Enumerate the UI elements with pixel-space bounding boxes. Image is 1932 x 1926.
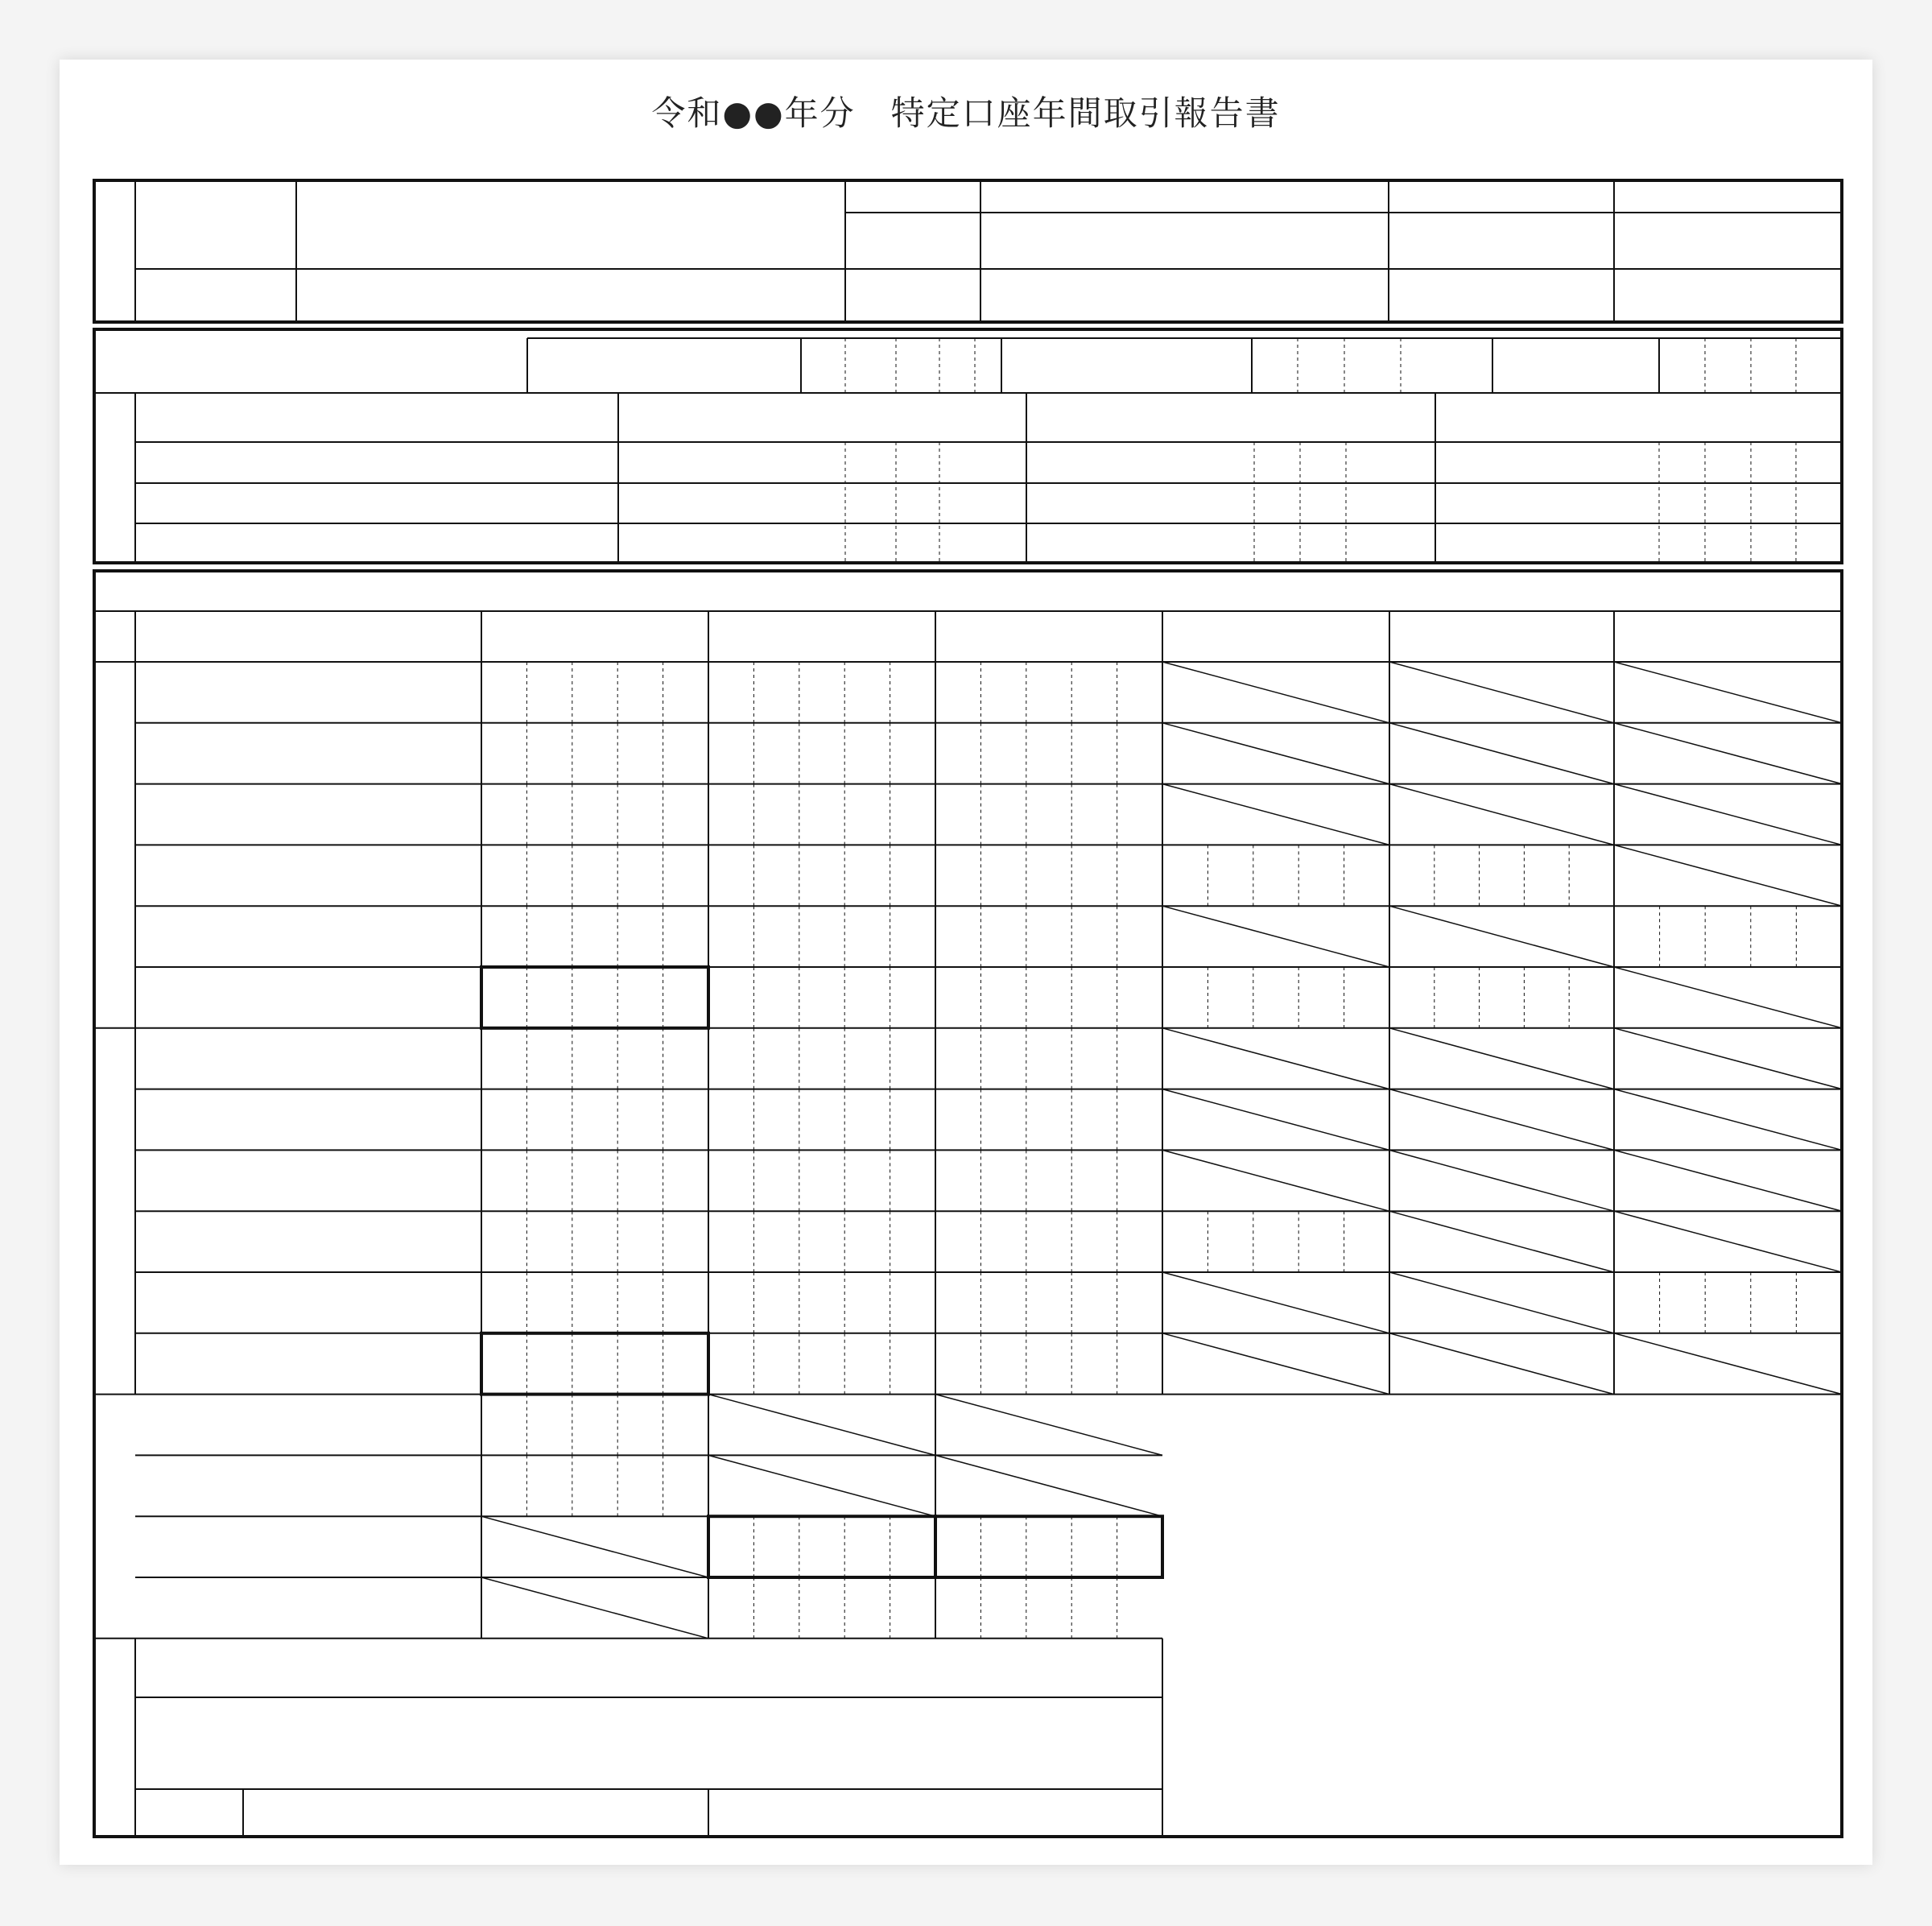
not-applicable-slash — [935, 1395, 1162, 1456]
not-applicable-slash — [1614, 1333, 1842, 1395]
not-applicable-slash — [1614, 662, 1842, 723]
not-applicable-slash — [1389, 1211, 1614, 1272]
not-applicable-slash — [1614, 967, 1842, 1028]
payment-highlight-box — [708, 1516, 935, 1577]
not-applicable-slash — [1162, 1089, 1389, 1151]
not-applicable-slash — [1614, 723, 1842, 784]
not-applicable-slash — [1162, 1028, 1389, 1089]
not-applicable-slash — [1614, 845, 1842, 906]
account-block-frame — [94, 180, 1842, 322]
not-applicable-slash — [1389, 1089, 1614, 1151]
dividend-block-frame — [94, 571, 1842, 1837]
not-applicable-slash — [481, 1516, 708, 1577]
not-applicable-slash — [1162, 1272, 1389, 1333]
not-applicable-slash — [935, 1455, 1162, 1516]
not-applicable-slash — [1162, 1333, 1389, 1395]
payment-highlight-box — [935, 1516, 1162, 1577]
not-applicable-slash — [1162, 1150, 1389, 1211]
not-applicable-slash — [1162, 906, 1389, 967]
not-applicable-slash — [1162, 723, 1389, 784]
total-highlight-box — [481, 967, 708, 1028]
not-applicable-slash — [1389, 723, 1614, 784]
not-applicable-slash — [1614, 1150, 1842, 1211]
not-applicable-slash — [1389, 1028, 1614, 1089]
not-applicable-slash — [1389, 1272, 1614, 1333]
not-applicable-slash — [1614, 784, 1842, 845]
not-applicable-slash — [1389, 662, 1614, 723]
not-applicable-slash — [708, 1395, 935, 1456]
total-highlight-box — [481, 1333, 708, 1395]
transfer-block-frame — [94, 329, 1842, 563]
not-applicable-slash — [1389, 784, 1614, 845]
not-applicable-slash — [1614, 1089, 1842, 1151]
not-applicable-slash — [481, 1577, 708, 1639]
not-applicable-slash — [708, 1455, 935, 1516]
not-applicable-slash — [1614, 1028, 1842, 1089]
not-applicable-slash — [1162, 784, 1389, 845]
not-applicable-slash — [1389, 1333, 1614, 1395]
not-applicable-slash — [1614, 1211, 1842, 1272]
not-applicable-slash — [1389, 906, 1614, 967]
not-applicable-slash — [1389, 1150, 1614, 1211]
not-applicable-slash — [1162, 662, 1389, 723]
page-title: 令和●●年分 特定口座年間取引報告書 — [651, 93, 1281, 133]
